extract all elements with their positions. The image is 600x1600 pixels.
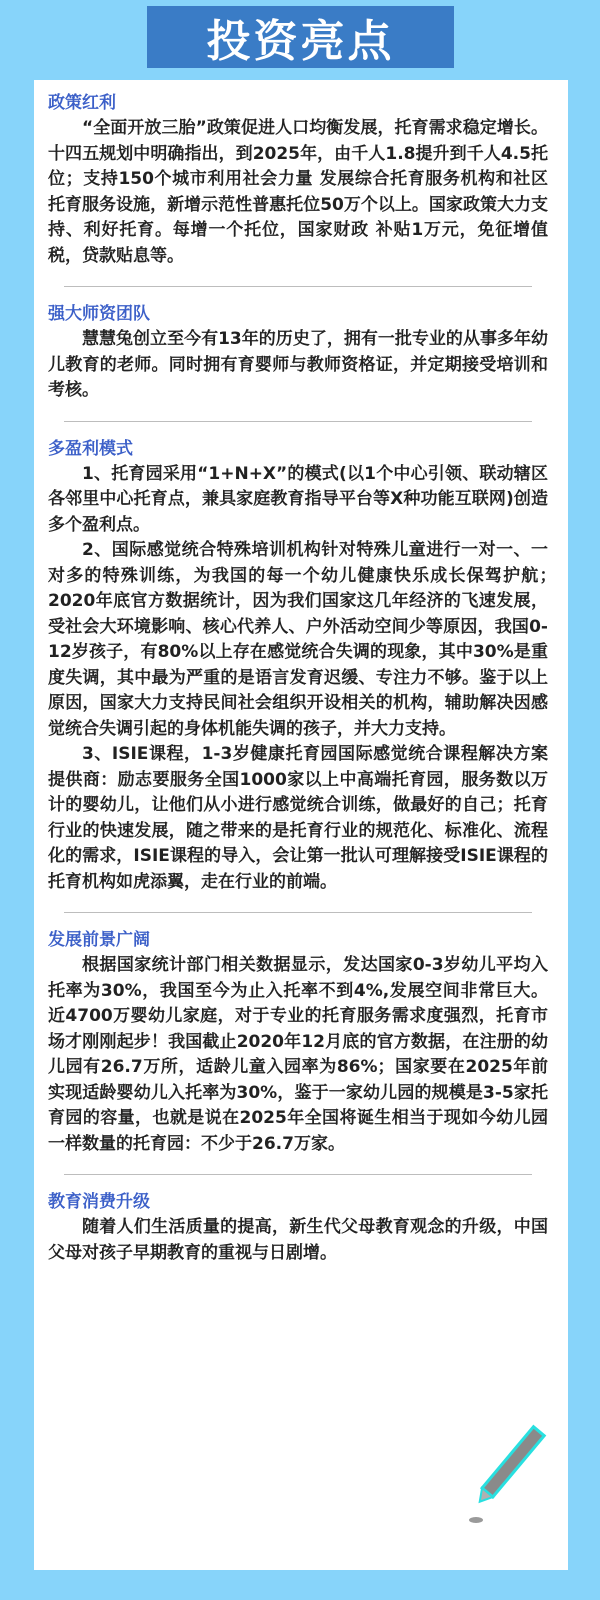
section-consumption-upgrade <box>48 1189 548 1266</box>
section-profit-model <box>48 436 571 896</box>
content-body <box>48 90 571 1266</box>
section-paragraph: 2、国际感觉统合特殊培训机构针对特殊儿童进行一对一、一对多的特殊训练，为我国的每一个幼儿健康快乐成长保驾护航； 2020年底官方数据统计，因为我们国家这几年经济的飞速发展，受社会大环境影响、核心代养人、户外活动空间少等原因，我国0-12岁孩子，有80%以上存在感觉统合失调的现象，其中30%是重度失调，其中最为严重的是语言发育迟缓、专注力不够。鉴于以上原因，国家大力支持民间社会组织开设相关的机构，辅助解决因感觉统合失调引起的身体机能失调的孩子，并大力支持。 <box>48 540 571 739</box>
section-title: 多盈利模式 <box>48 438 133 459</box>
section-policy <box>48 90 548 269</box>
section-title: 政策红利 <box>48 93 116 113</box>
section-paragraph: 慧慧兔创立至今有13年的历史了，拥有一批专业的从事多年幼儿教育的老师。同时拥有育婴师与教师资格证，并定期接受培训和考核。 <box>48 329 548 400</box>
title-banner <box>147 6 454 68</box>
divider <box>64 912 532 913</box>
section-paragraph: “全面开放三胎”政策促进人口均衡发展，托育需求稳定增长。十四五规划中明确指出，到2025年，由千人1.8提升到千人4.5托位；支持150个城市利用社会力量 发展综合托育服务机构和社区托育服务设施，新增示范性普惠托位50万个以上。国家政策大力支持、利好托育。每增一个托位，国家财政 补贴1万元，免征增值税，贷款贴息等。 <box>48 118 548 266</box>
section-title: 发展前景广阔 <box>48 930 150 950</box>
section-paragraph: 随着人们生活质量的提高，新生代父母教育观念的升级，中国父母对孩子早期教育的重视与日剧增。 <box>48 1217 548 1263</box>
section-prospects <box>48 927 548 1157</box>
divider <box>64 1174 532 1175</box>
pencil-icon <box>468 1418 548 1528</box>
page-title: 投资亮点 <box>206 16 395 67</box>
section-title: 强大师资团队 <box>48 304 150 324</box>
section-paragraph: 1、托育园采用“1+N+X”的模式(以1个中心引领、联动辖区各邻里中心托育点，兼具家庭教育指导平台等X种功能互联网)创造多个盈利点。 <box>48 463 548 535</box>
content-card <box>34 80 571 1570</box>
section-teachers <box>48 301 548 404</box>
section-title: 教育消费升级 <box>48 1192 150 1212</box>
divider <box>64 421 532 422</box>
section-paragraph: 根据国家统计部门相关数据显示，发达国家0-3岁幼儿平均入托率为30%，我国至今为止入托率不到4%,发展空间非常巨大。近4700万婴幼儿家庭，对于专业的托育服务需求度强烈，托育市场才刚刚起步！我国截止2020年12月底的官方数据，在注册的幼儿园有26.7万所，适龄儿童入园率为86%；国家要在2025年前实现适龄婴幼儿入托率为30%，鉴于一家幼儿园的规模是3-5家托育园的容量，也就是说在2025年全国将诞生相当于现如今幼儿园一样数量的托育园：不少于26.7万家。 <box>48 955 548 1154</box>
divider <box>64 286 532 287</box>
section-paragraph: 3、ISIE课程，1-3岁健康托育园国际感觉统合课程解决方案提供商：励志要服务全国1000家以上中高端托育园，服务数以万计的婴幼儿，让他们从小进行感觉统合训练，做最好的自己；托育行业的快速发展，随之带来的是托育行业的规范化、标准化、流程化的需求，ISIE课程的导入，会让第一批认可理解接受ISIE课程的托育机构如虎添翼，走在行业的前端。 <box>48 744 548 892</box>
